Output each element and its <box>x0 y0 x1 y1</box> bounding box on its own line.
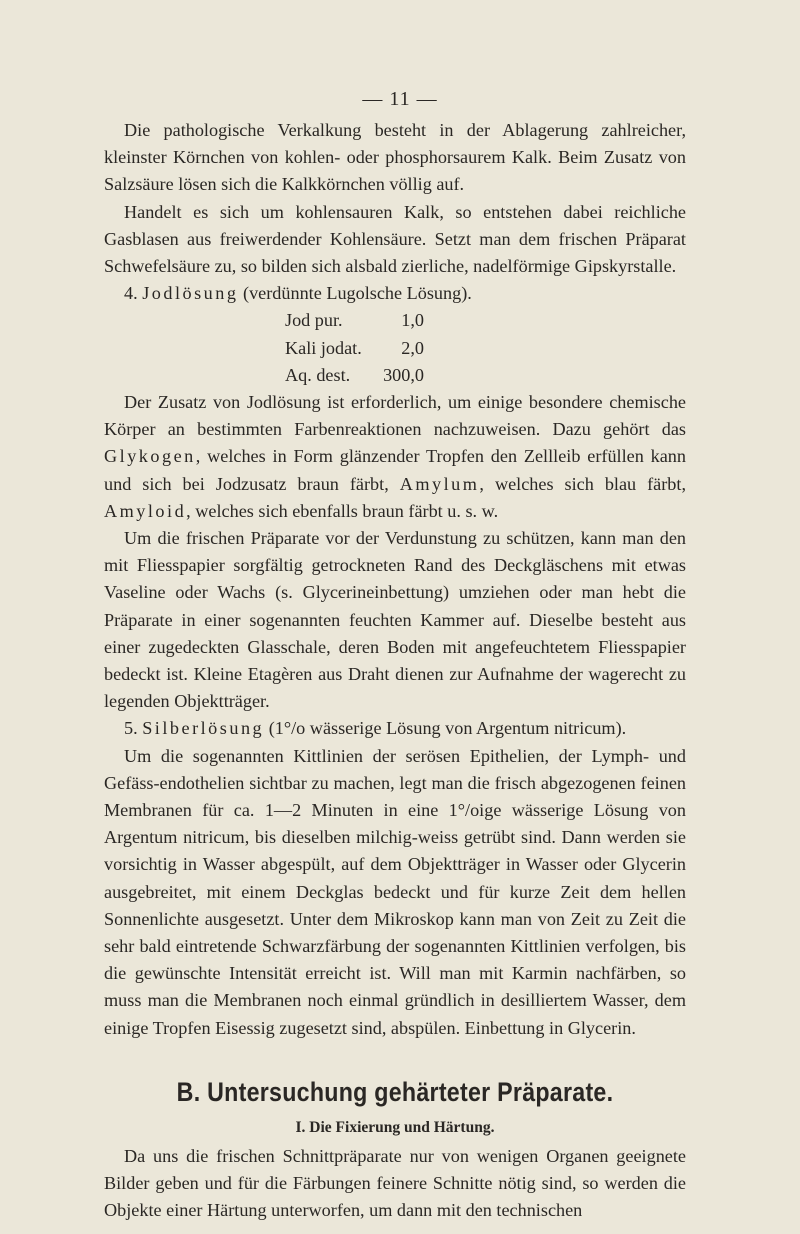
text-run: , welches sich ebenfalls braun färbt u. s. w. <box>186 500 499 521</box>
item-4-rest: (verdünnte Lugolsche Lösung). <box>243 283 472 304</box>
paragraph-evaporation: Um die frischen Präparate vor der Verdunstung zu schützen, kann man den mit Fliesspapier sorgfältig getrockneten Rand des Deckgläschens mit etwas Vaseline oder Wachs (s. Glycerineinbettung) umziehen oder man hebt die Präparate in einer sogenannten feuchten Kammer auf. Dieselbe besteht aus einer zugedeckten Glasschale, deren Boden mit angefeuchtetem Fliesspapier bedeckt ist. Kleine Etagèren aus Draht dienen zur Aufnahme der wagerecht zu legenden Objektträger. <box>104 528 686 712</box>
item-4-heading <box>104 280 686 307</box>
paragraph-silver-method: Um die sogenannten Kittlinien der serösen Epithelien, der Lymph- und Gefäss-endothelien sichtbar zu machen, legt man die frisch abgezogenen feinen Membranen für ca. 1—2 Minuten in eine 1°/oige wässerige Lösung von Argentum nitricum, bis dieselben milchig-weiss getrübt sind. Dann werden sie vorsichtig in Wasser abgespült, auf dem Objektträger in Wasser oder Glycerin ausgebreitet, mit einem Deckglas bedeckt und für kurze Zeit dem hellen Sonnenlichte ausgesetzt. Unter dem Mikroskop kann man von Zeit zu Zeit die sehr bald eintretende Schwarzfärbung der sogenannten Kittlinien verfolgen, bis die gewünschte Intensität erreicht ist. Will man mit Karmin nachfärben, so muss man die Membranen noch einmal gründlich in desilliertem Wasser, dem einige Tropfen Eisessig zugesetzt sind, abspülen. Einbettung in Glycerin. <box>104 745 686 1038</box>
text-run: , welches in Form glänzender Tropfen den Zellleib erfüllen kann und sich bei Jodzusatz braun färbt, <box>104 446 686 494</box>
recipe-ingredient: Kali jodat. <box>285 337 362 358</box>
page-text <box>104 117 686 1224</box>
recipe-amount: 300,0 <box>383 364 424 385</box>
item-5-rest: (1°/o wässerige Lösung von Argentum nitricum). <box>268 718 627 739</box>
item-4-number: 4. <box>124 283 138 304</box>
recipe-list <box>104 307 686 389</box>
item-4-term: Jodlösung <box>142 283 239 304</box>
paragraph-fixation-intro: Da uns die frischen Schnittpräparate nur von wenigen Organen geeignete Bilder geben und für die Färbungen feinere Schnitte nötig sind, so werden die Objekte einer Härtung unterworfen, um dann mit den technischen <box>104 1145 686 1221</box>
paragraph-carbonic-acid: Handelt es sich um kohlensauren Kalk, so entstehen dabei reichliche Gasblasen aus freiwerdender Kohlensäure. Setzt man dem frischen Präparat Schwefelsäure zu, so bilden sich alsbald zierliche, nadelförmige Gipskyrstalle. <box>104 201 686 277</box>
paragraph-iodine-reactions <box>104 389 686 525</box>
recipe-amount: 2,0 <box>401 337 424 358</box>
text-run: , welches sich blau färbt, <box>479 473 686 494</box>
paragraph-calcification: Die pathologische Verkalkung besteht in der Ablagerung zahlreicher, kleinster Körnchen von kohlen- oder phosphorsaurem Kalk. Beim Zusatz von Salzsäure lösen sich die Kalkkörnchen völlig auf. <box>104 120 686 195</box>
recipe-ingredient: Aq. dest. <box>285 364 351 385</box>
recipe-row <box>285 335 686 362</box>
page-number: — 11 — <box>362 88 438 110</box>
term-glykogen: Glykogen <box>104 446 196 467</box>
recipe-row <box>285 307 686 334</box>
item-5-heading <box>104 715 686 742</box>
recipe-ingredient: Jod pur. <box>285 310 343 331</box>
item-5-number: 5. <box>124 718 138 739</box>
section-b-title: B. Untersuchung gehärteter Präparate. <box>176 1076 614 1107</box>
recipe-amount: 1,0 <box>401 310 424 331</box>
term-amylum: Amylum <box>399 473 480 494</box>
term-amyloid: Amyloid <box>104 500 187 521</box>
recipe-row <box>285 362 686 389</box>
section-b-subtitle: I. Die Fixierung und Härtung. <box>295 1118 495 1136</box>
text-run: Der Zusatz von Jodlösung ist erforderlich, um einige besondere chemische Körper an bestimmten Farbenreaktionen nachzuweisen. Dazu gehört das <box>104 391 686 440</box>
item-5-term: Silberlösung <box>142 718 265 739</box>
